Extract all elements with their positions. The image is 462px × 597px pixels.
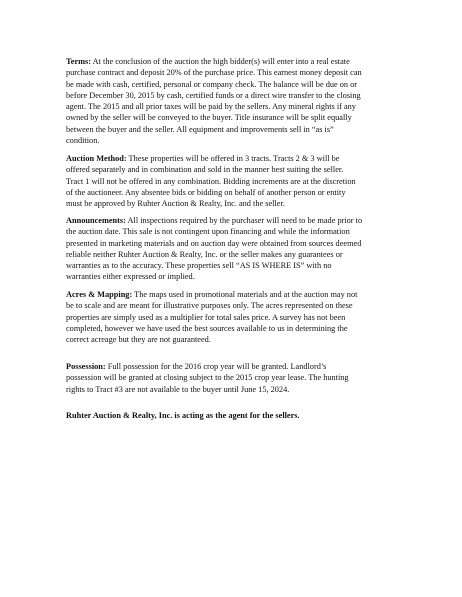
announcements-heading: Announcements:: [66, 216, 126, 225]
terms-line-7: between the buyer and the seller. All equipment and improvements sell in “as is”: [66, 124, 334, 134]
terms-line-4: before December 30, 2015 by cash, certified funds or a direct wire transfer to the closing: [66, 90, 361, 100]
agency-statement: Ruhter Auction & Realty, Inc. is acting as the agent for the sellers.: [66, 411, 300, 420]
terms-heading: Terms:: [66, 57, 92, 66]
acres-mapping-line-5: correct acreage but they are not guaranteed.: [66, 335, 211, 344]
acres-mapping-line-1: Acres & Mapping: The maps used in promotional materials and at the auction may not: [66, 290, 358, 299]
acres-mapping-heading: Acres & Mapping:: [66, 290, 133, 299]
auction-method-paragraph: [66, 153, 404, 209]
acres-mapping-line-3: properties are simply used as a multiplier for total sales price. A survey has not been: [66, 312, 346, 322]
possession-heading: Possession:: [66, 362, 106, 371]
announcements-line-1: Announcements: All inspections required by the purchaser will need to be made prior to: [66, 216, 363, 225]
auction-method-line-3: Tract 1 will not be offered in any combination. Bidding increments are at the discretion: [66, 176, 356, 186]
terms-line-2: purchase contract and deposit 20% of the purchase price. This earnest money deposit can: [66, 68, 362, 78]
auction-method-line-1: Auction Method: These properties will be offered in 3 tracts. Tracts 2 & 3 will be: [66, 154, 340, 163]
terms-line-1: Terms: At the conclusion of the auction the high bidder(s) will enter into a real estate: [66, 57, 350, 66]
announcements-line-5: warranties as to the accuracy. These properties sell “AS IS WHERE IS” with no: [66, 261, 332, 270]
possession-line-1: Possession: Full possession for the 2016 crop year will be granted. Landlord’s: [66, 362, 327, 371]
terms-line-8: condition.: [66, 135, 100, 145]
acres-mapping-line-2: be to scale and are meant for illustrative purposes only. The acres represented on these: [66, 301, 353, 311]
terms-line-6: owned by the seller will be conveyed to the buyer. Title insurance will be split equally: [66, 113, 352, 123]
auction-method-line-4: of the auctioneer. Any absentee bids or bidding on behalf of another person or entity: [66, 187, 346, 197]
announcements-line-3: presented in marketing materials and on auction day were obtained from sources deemed: [66, 238, 362, 248]
possession-paragraph: [66, 361, 404, 395]
auction-method-heading: Auction Method:: [66, 154, 127, 163]
possession-line-3: rights to Tract #3 are not available to the buyer until June 15, 2024.: [66, 384, 290, 394]
announcements-line-4: reliable neither Ruhter Auction & Realty, Inc. or the seller makes any guarantees or: [66, 249, 343, 259]
auction-method-line-5: must be approved by Ruhter Auction & Realty, Inc. and the seller.: [66, 199, 285, 208]
acres-mapping-paragraph: [66, 289, 404, 345]
announcements-paragraph: [66, 215, 404, 283]
announcements-line-6: warranties either expressed or implied.: [66, 272, 195, 282]
terms-line-3: be made with cash, certified, personal or company check. The balance will be due on or: [66, 79, 358, 89]
possession-line-2: possession will be granted at closing subject to the 2015 crop year lease. The hunting: [66, 373, 349, 383]
auction-method-line-2: offered separately and in combination and sold in the manner best suiting the seller.: [66, 165, 344, 175]
terms-paragraph: [66, 56, 404, 146]
terms-line-5: agent. The 2015 and all prior taxes will be paid by the sellers. Any mineral rights if any: [66, 102, 356, 111]
acres-mapping-line-4: completed, however we have used the best sources available to us in determining the: [66, 323, 348, 333]
announcements-line-2: the auction date. This sale is not contingent upon financing and while the information: [66, 227, 350, 237]
